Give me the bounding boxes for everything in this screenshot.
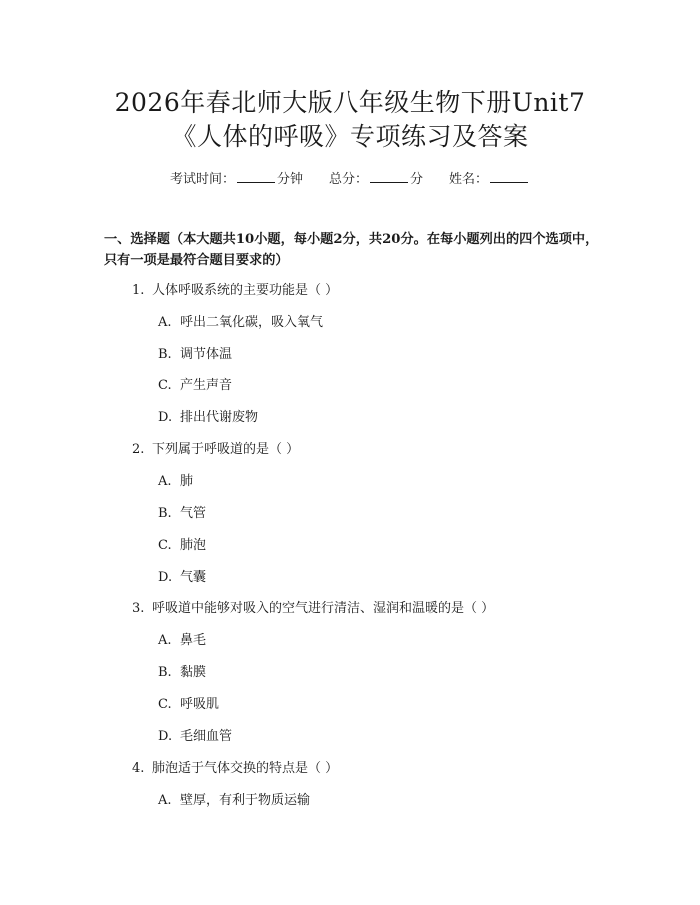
option-text: 产生声音 <box>180 378 233 393</box>
option-letter: B. <box>158 665 172 680</box>
option-text: 鼻毛 <box>180 633 207 648</box>
option-letter: A. <box>158 793 172 808</box>
option-letter: A. <box>158 315 172 330</box>
option-text: 呼吸肌 <box>180 697 220 712</box>
option-letter: B. <box>158 347 172 362</box>
question-1-option-c <box>158 377 232 395</box>
question-1-option-b <box>158 346 232 364</box>
option-letter: A. <box>158 633 172 648</box>
student-name-label: 姓名： <box>449 172 489 187</box>
option-text: 排出代谢废物 <box>180 410 259 425</box>
option-text: 壁厚，有利于物质运输 <box>180 793 311 808</box>
question-3-option-b <box>158 664 206 682</box>
exam-time-blank <box>237 170 275 183</box>
question-2-option-d <box>158 569 206 587</box>
option-letter: D. <box>158 570 173 585</box>
section-title: 一、选择题（本大题共10小题，每小题2分，共20分。在每小题列出的四个选项中，只有一项是最符合题目要求的） <box>104 232 599 268</box>
exam-time-unit: 分钟 <box>276 172 303 187</box>
option-letter: D. <box>158 410 173 425</box>
question-2-option-b <box>158 505 206 523</box>
option-letter: C. <box>158 538 172 553</box>
option-text: 气囊 <box>180 570 207 585</box>
total-score-unit: 分 <box>410 172 424 187</box>
option-text: 呼出二氧化碳，吸入氧气 <box>180 315 324 330</box>
question-number: 1. <box>132 283 145 298</box>
option-letter: B. <box>158 506 172 521</box>
total-score-label: 总分： <box>328 172 368 187</box>
question-number: 2. <box>132 442 145 457</box>
question-1-option-a <box>158 314 323 332</box>
question-2 <box>132 441 299 459</box>
question-4-option-a <box>158 792 310 810</box>
exam-info <box>0 170 700 189</box>
question-3-option-a <box>158 632 206 650</box>
question-text: 肺泡适于气体交换的特点是（ ） <box>152 761 339 776</box>
option-text: 肺 <box>180 474 194 489</box>
option-text: 黏膜 <box>180 665 207 680</box>
question-text: 下列属于呼吸道的是（ ） <box>152 442 300 457</box>
option-letter: D. <box>158 729 173 744</box>
question-number: 4. <box>132 761 145 776</box>
question-number: 3. <box>132 601 145 616</box>
question-2-option-c <box>158 537 206 555</box>
option-text: 调节体温 <box>180 347 233 362</box>
document-title-line-1: 2026年春北师大版八年级生物下册Unit7 <box>114 88 586 117</box>
option-letter: A. <box>158 474 172 489</box>
document-title-line-2: 《人体的呼吸》专项练习及答案 <box>171 122 529 151</box>
question-1 <box>132 282 338 300</box>
option-text: 气管 <box>180 506 207 521</box>
question-3-option-c <box>158 696 219 714</box>
question-3 <box>132 600 494 618</box>
question-1-option-d <box>158 409 258 427</box>
question-3-option-d <box>158 728 232 746</box>
question-text: 呼吸道中能够对吸入的空气进行清洁、湿润和温暖的是（ ） <box>152 601 495 616</box>
question-text: 人体呼吸系统的主要功能是（ ） <box>152 283 339 298</box>
question-2-option-a <box>158 473 193 491</box>
option-letter: C. <box>158 378 172 393</box>
student-name-blank <box>490 170 528 183</box>
option-text: 毛细血管 <box>180 729 233 744</box>
total-score-blank <box>370 170 408 183</box>
question-4 <box>132 760 338 778</box>
option-text: 肺泡 <box>180 538 207 553</box>
option-letter: C. <box>158 697 172 712</box>
exam-time-label: 考试时间： <box>169 172 235 187</box>
